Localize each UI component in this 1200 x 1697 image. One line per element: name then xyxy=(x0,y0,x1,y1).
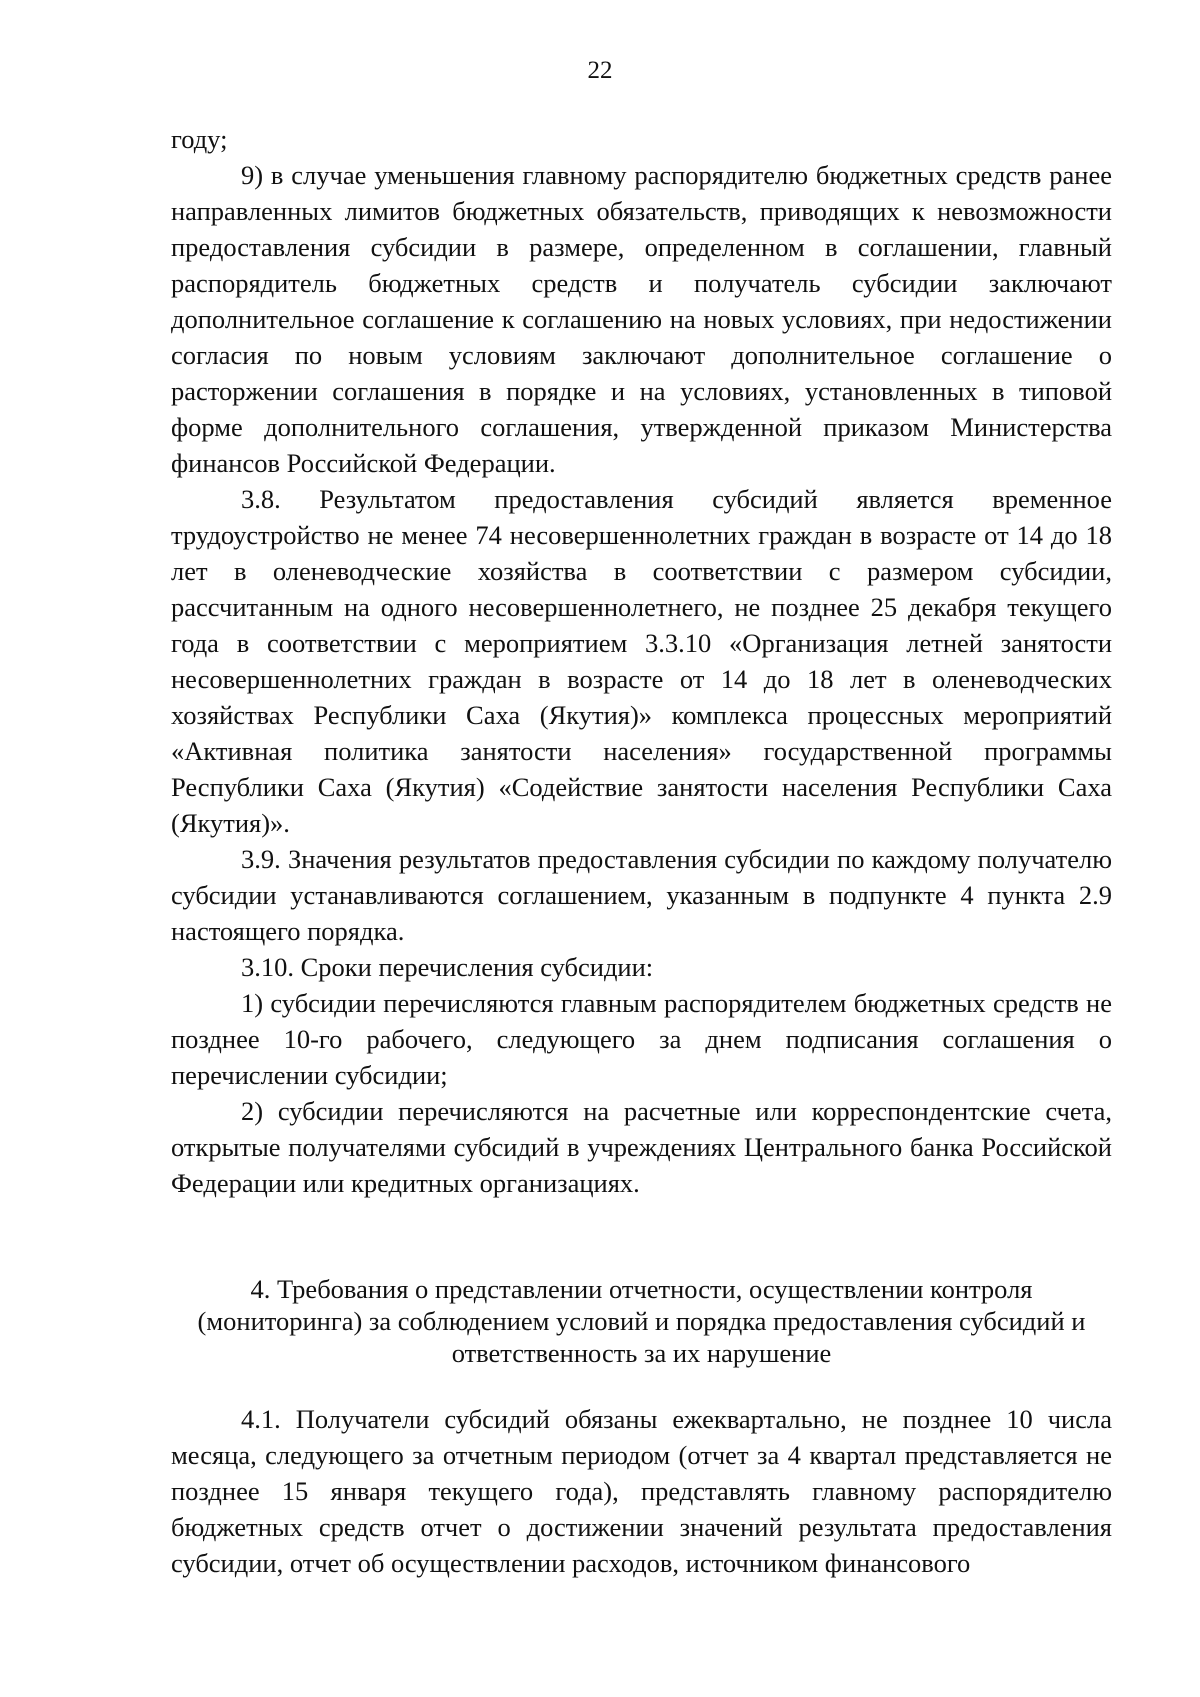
paragraph-3-8: 3.8. Результатом предоставления субсидий является временное трудоустройство не менее 74 несовершеннолетних граждан в возрасте от 14 до 18 лет в оленеводческие хозяйства в соответствии с размером субсидии, рассчитанным на одного несовершеннолетнего, не позднее 25 декабря текущего года в соответствии с мероприятием 3.3.10 «Организация летней занятости несовершеннолетних граждан в возрасте от 14 до 18 лет в оленеводческих хозяйствах Республики Саха (Якутия)» комплекса процессных мероприятий «Активная политика занятости населения» государственной программы Республики Саха (Якутия) «Содействие занятости населения Республики Саха (Якутия)». xyxy=(171,484,1112,838)
paragraph-3-10-item-2: 2) субсидии перечисляются на расчетные или корреспондентские счета, открытые получателями субсидий в учреждениях Центрального банка Российской Федерации или кредитных организациях. xyxy=(171,1096,1112,1198)
page-number: 22 xyxy=(587,57,613,84)
paragraph-4-1: 4.1. Получатели субсидий обязаны ежеквартально, не позднее 10 числа месяца, следующего за отчетным периодом (отчет за 4 квартал представляется не позднее 15 января текущего года), представлять главному распорядителю бюджетных средств отчет о достижении значений результата предоставления субсидии, отчет об осуществлении расходов, источником финансового xyxy=(171,1404,1112,1578)
paragraph-3-10: 3.10. Сроки перечисления субсидии: xyxy=(241,952,654,982)
document-body xyxy=(171,121,1112,1581)
section-heading: 4. Требования о представлении отчетности, осуществлении контроля (мониторинга) за соблюдением условий и порядка предоставления субсидий и ответственность за их нарушение xyxy=(197,1274,1086,1368)
paragraph-3-9: 3.9. Значения результатов предоставления субсидии по каждому получателю субсидии устанавливаются соглашением, указанным в подпункте 4 пункта 2.9 настоящего порядка. xyxy=(171,844,1112,946)
paragraph-3-10-item-1: 1) субсидии перечисляются главным распорядителем бюджетных средств не позднее 10-го рабочего, следующего за днем подписания соглашения о перечислении субсидии; xyxy=(171,988,1112,1090)
paragraph-continuation: году; xyxy=(171,124,228,154)
paragraph-item-9: 9) в случае уменьшения главному распорядителю бюджетных средств ранее направленных лимитов бюджетных обязательств, приводящих к невозможности предоставления субсидии в размере, определенном в соглашении, главный распорядитель бюджетных средств и получатель субсидии заключают дополнительное соглашение к соглашению на новых условиях, при недостижении согласия по новым условиям заключают дополнительное соглашение о расторжении соглашения в порядке и на условиях, установленных в типовой форме дополнительного соглашения, утвержденной приказом Министерства финансов Российской Федерации. xyxy=(171,160,1112,478)
